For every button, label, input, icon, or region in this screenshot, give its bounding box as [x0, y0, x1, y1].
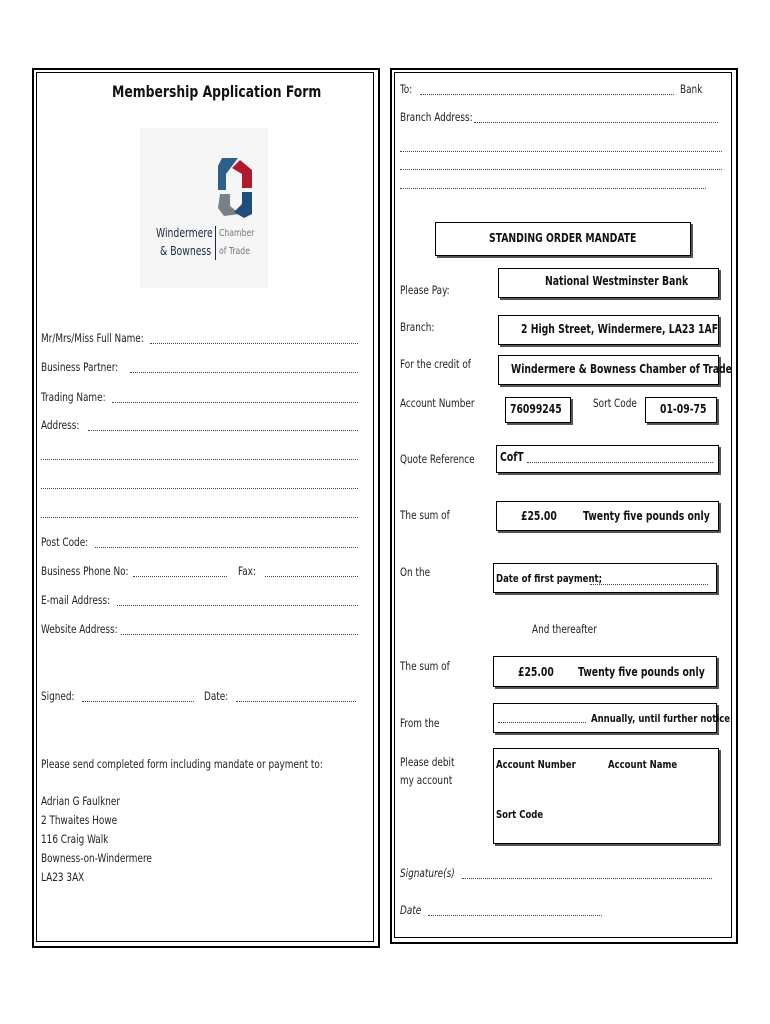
first-payment-box[interactable]: [493, 563, 717, 593]
sum-words-2: Twenty five pounds only: [578, 665, 705, 679]
trading-name-field[interactable]: [112, 402, 358, 403]
email-label: E-mail Address:: [41, 593, 111, 607]
sum-amount-2: £25.00: [518, 665, 554, 679]
debit-account-number-label: Account Number: [496, 758, 576, 771]
payee-bank-box[interactable]: [498, 268, 719, 298]
mandate-title-box: [435, 222, 691, 256]
sum-words-1: Twenty five pounds only: [583, 509, 710, 523]
address-field-2[interactable]: [41, 459, 358, 460]
fax-field[interactable]: [265, 576, 358, 577]
sum-label-2: The sum of: [400, 659, 450, 673]
bank-label: Bank: [680, 82, 703, 96]
full-name-label: Mr/Mrs/Miss Full Name:: [41, 331, 144, 345]
sum-box-1[interactable]: [496, 501, 719, 531]
please-pay-label: Please Pay:: [400, 283, 450, 297]
address-line-2: 2 Thwaites Howe: [41, 813, 118, 827]
fax-label: Fax:: [238, 564, 256, 578]
branch-address-label: Branch Address:: [400, 110, 473, 124]
from-the-label: From the: [400, 716, 440, 730]
first-payment-dots: [590, 584, 708, 585]
business-partner-label: Business Partner:: [41, 360, 119, 374]
website-field[interactable]: [121, 634, 358, 635]
quote-ref-value: CofT: [500, 450, 524, 464]
date-field[interactable]: [236, 701, 356, 702]
signed-field[interactable]: [82, 701, 194, 702]
thereafter-label: And thereafter: [532, 622, 597, 636]
sort-code-value: 01-09-75: [660, 402, 707, 416]
signed-label: Signed:: [41, 689, 75, 703]
quote-ref-box[interactable]: [496, 445, 719, 473]
logo-text-windermere: Windermere: [156, 226, 213, 240]
date-right-field[interactable]: [428, 915, 602, 916]
on-the-label: On the: [400, 565, 431, 579]
debit-label: Please debit my account: [400, 755, 455, 787]
branch-label: Branch:: [400, 320, 435, 334]
signature-label: Signature(s): [400, 866, 455, 880]
logo-text-bowness: & Bowness: [160, 244, 212, 258]
debit-account-name-label: Account Name: [608, 758, 678, 771]
website-label: Website Address:: [41, 622, 118, 636]
address-line-5: LA23 3AX: [41, 870, 85, 884]
branch-box[interactable]: [498, 315, 719, 345]
business-phone-field[interactable]: [133, 576, 227, 577]
sum-amount-1: £25.00: [521, 509, 557, 523]
logo-mark-icon: [216, 156, 256, 220]
logo-text-chamber: Chamber: [219, 228, 255, 239]
branch-address-field-3[interactable]: [400, 169, 722, 170]
branch-address-field-2[interactable]: [400, 151, 722, 152]
form-title: Membership Application Form: [112, 82, 322, 101]
address-line-3: 116 Craig Walk: [41, 832, 109, 846]
sort-code-label: Sort Code: [593, 396, 637, 410]
email-field[interactable]: [117, 605, 358, 606]
debit-sort-code-label: Sort Code: [496, 808, 544, 821]
business-phone-label: Business Phone No:: [41, 564, 129, 578]
chamber-logo: [140, 128, 268, 288]
sum-label-1: The sum of: [400, 508, 450, 522]
branch-address-field-4[interactable]: [400, 188, 706, 189]
post-code-field[interactable]: [95, 547, 358, 548]
full-name-field[interactable]: [150, 343, 358, 344]
sort-code-box[interactable]: [645, 397, 717, 423]
address-field-1[interactable]: [88, 430, 358, 431]
branch-address-field-1[interactable]: [474, 122, 718, 123]
quote-ref-dots: [527, 462, 713, 463]
send-note: Please send completed form including mandate or payment to:: [41, 757, 323, 771]
sum-box-2[interactable]: [493, 656, 717, 687]
account-number-box[interactable]: [505, 397, 571, 423]
post-code-label: Post Code:: [41, 535, 89, 549]
account-number-label: Account Number: [400, 396, 475, 410]
signature-field[interactable]: [462, 878, 712, 879]
date-label: Date:: [204, 689, 229, 703]
annually-dots: [498, 722, 586, 723]
first-payment-label: Date of first payment;: [496, 572, 603, 585]
credit-label: For the credit of: [400, 357, 471, 371]
logo-divider: [215, 226, 216, 260]
address-line-1: Adrian G Faulkner: [41, 794, 121, 808]
address-field-4[interactable]: [41, 517, 358, 518]
payee-bank-value: National Westminster Bank: [545, 274, 689, 288]
annually-box[interactable]: [493, 703, 731, 733]
business-partner-field[interactable]: [130, 372, 358, 373]
credit-value: Windermere & Bowness Chamber of Trade: [511, 362, 732, 376]
trading-name-label: Trading Name:: [41, 390, 106, 404]
date-right-label: Date: [400, 903, 422, 917]
logo-text-of-trade: of Trade: [219, 246, 250, 257]
debit-account-box[interactable]: [493, 748, 719, 844]
address-line-4: Bowness-on-Windermere: [41, 851, 152, 865]
address-field-3[interactable]: [41, 488, 358, 489]
branch-value: 2 High Street, Windermere, LA23 1AF: [521, 322, 719, 336]
to-field[interactable]: [420, 94, 674, 95]
credit-box[interactable]: [498, 355, 732, 385]
quote-ref-label: Quote Reference: [400, 452, 475, 466]
account-number-value: 76099245: [510, 402, 562, 416]
address-label: Address:: [41, 418, 80, 432]
to-label: To:: [400, 82, 413, 96]
annually-text: Annually, until further notice: [591, 712, 731, 725]
mandate-title: STANDING ORDER MANDATE: [489, 231, 637, 245]
